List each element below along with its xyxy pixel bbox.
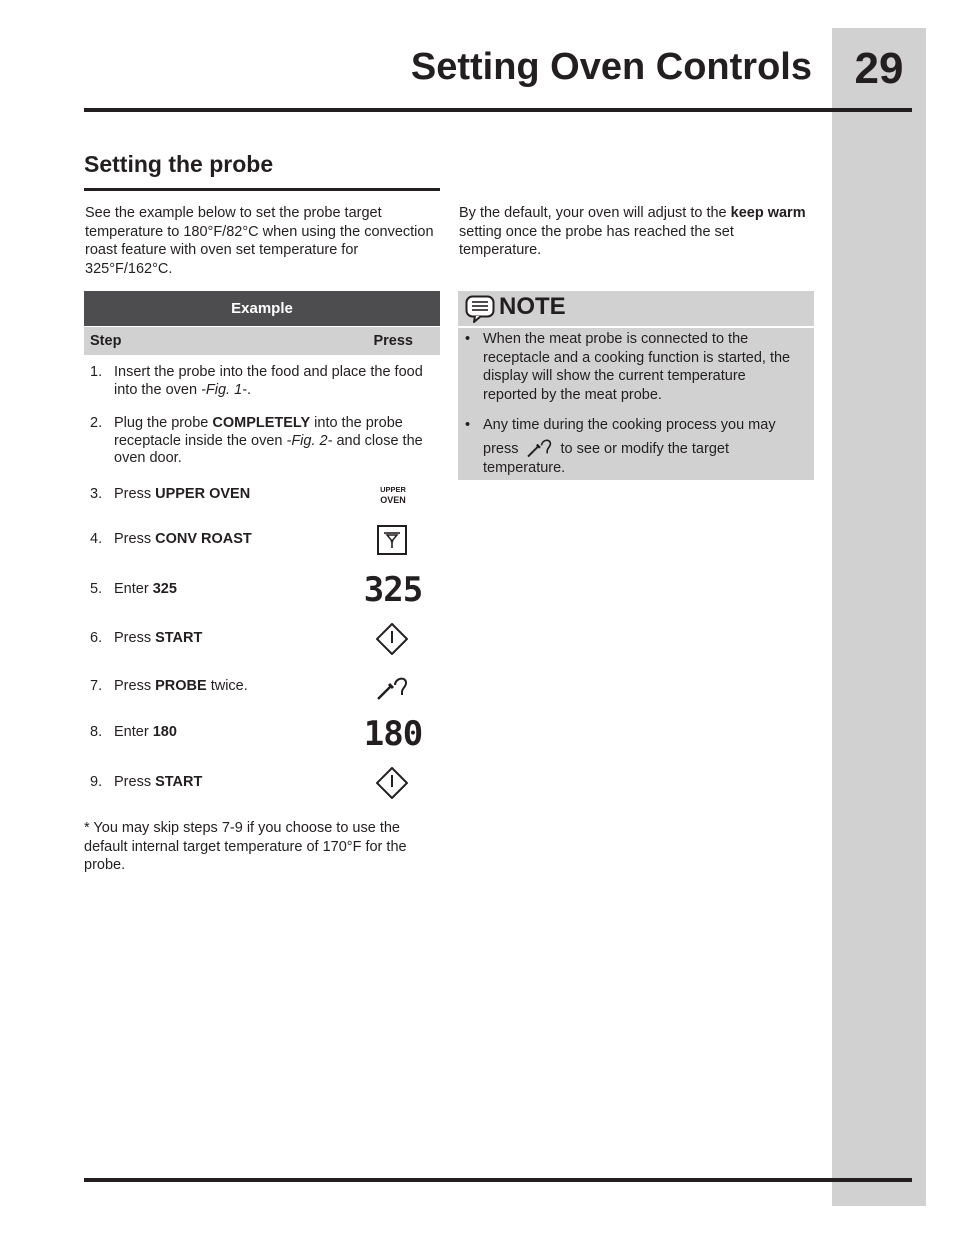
section-title: Setting the probe: [84, 151, 274, 177]
footnote: * You may skip steps 7-9 if you choose to use the default internal target temperature of 170°F for the probe.: [84, 820, 407, 874]
header-rule: [84, 108, 912, 112]
note-icon: [465, 295, 495, 328]
start-icon: [376, 623, 408, 655]
page-sidebar: [832, 28, 926, 1206]
start-icon: [376, 767, 408, 799]
probe-icon: [375, 672, 411, 702]
display-325: 325: [363, 570, 423, 610]
section-intro: See the example below to set the probe target temperature to 180°F/82°C when using the convection roast feature with oven set temperature for 325°F/162°C.: [85, 205, 434, 278]
page-number: 29: [854, 44, 904, 93]
keep-warm-paragraph: By the default, your oven will adjust to the keep warm setting once the probe has reached the set temperature.: [459, 205, 806, 259]
note-header: [458, 291, 814, 326]
note-label: NOTE: [499, 293, 566, 320]
display-180: 180: [363, 714, 423, 754]
footer-rule: [84, 1178, 912, 1182]
example-column-header: [84, 327, 440, 355]
example-table-header: Example: [84, 291, 440, 326]
upper-oven-key: UPPER OVEN: [380, 485, 406, 505]
column-press: Press: [373, 333, 413, 349]
column-step: Step: [90, 333, 122, 349]
note-body: • When the meat probe is connected to the receptacle and a cooking function is started, the display will show the current temperature reported by the meat probe. • Any time during the cooking process you may press to see or modify the target temperature.: [458, 328, 814, 480]
probe-icon: [523, 435, 557, 459]
page-title: Setting Oven Controls: [410, 46, 812, 88]
section-rule: [84, 188, 440, 191]
conv-roast-icon: [376, 524, 408, 556]
